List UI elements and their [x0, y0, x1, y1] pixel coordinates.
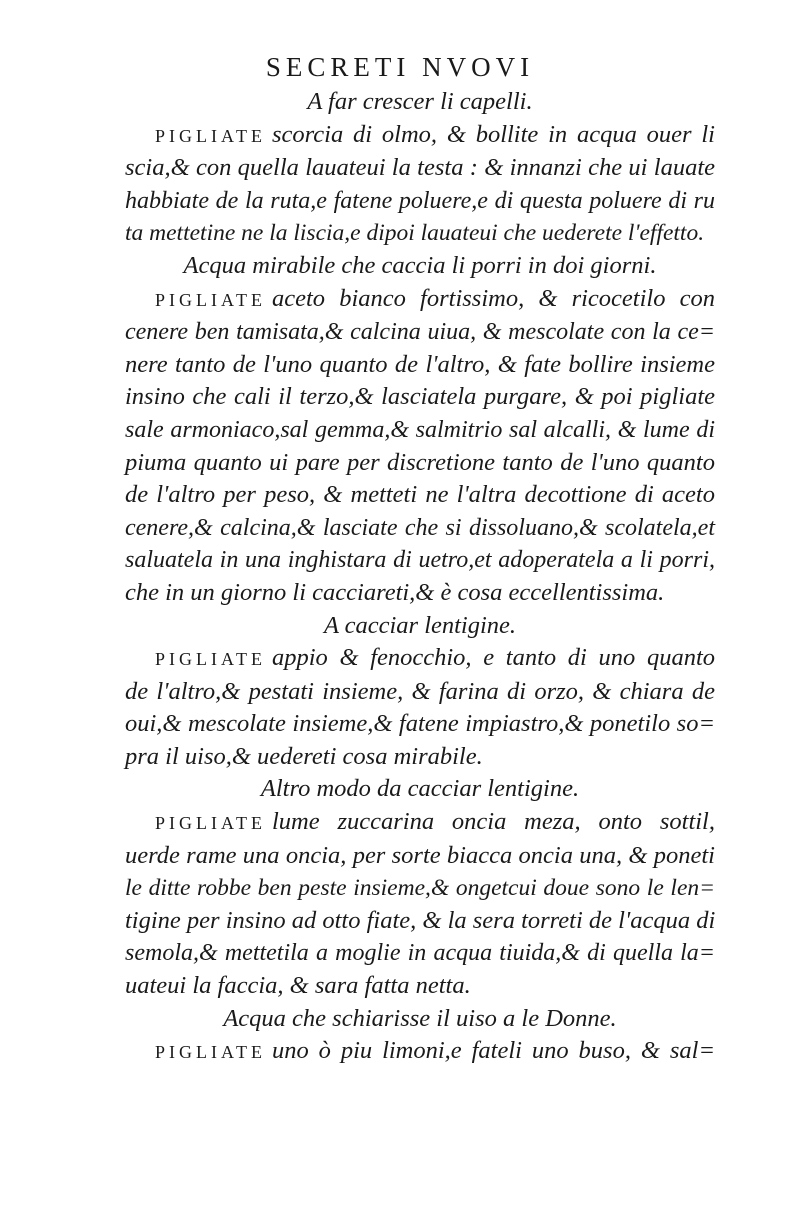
line-text: uno ò piu limoni,e fateli uno buso, & sal=: [272, 1037, 715, 1065]
text-line: cenere,& calcina,& lasciate che si dissoluano,& scolatela,et: [125, 514, 715, 541]
text-line: scia,& con quella lauateui la testa : & innanzi che ui lauate: [125, 154, 715, 182]
text-line: saluatela in una inghistara di uetro,et adoperatela a li porri,: [125, 547, 715, 574]
text-line: [125, 1035, 715, 1069]
section-heading: A far crescer li capelli.: [307, 88, 533, 115]
text-line: che in un giorno li cacciareti,& è cosa eccellentissima.: [125, 578, 665, 606]
text-line: habbiate de la ruta,e fatene poluere,e di questa poluere di ru: [125, 187, 715, 214]
section-heading: Acqua mirabile che caccia li porri in doi giorni.: [183, 251, 657, 279]
lead-word: PIGLIATE: [155, 813, 266, 834]
lead-word: PIGLIATE: [155, 1042, 266, 1063]
line-text: lume zuccarina oncia meza, onto sottil,: [272, 808, 715, 836]
section-heading: A cacciar lentigine.: [323, 611, 517, 639]
text-block: [125, 86, 715, 1069]
text-line: nere tanto de l'uno quanto de l'altro, & fate bollire insieme: [125, 350, 715, 378]
text-line: [125, 806, 715, 840]
text-line: piuma quanto ui pare per discretione tanto de l'uno quanto: [125, 448, 715, 476]
text-line: uerde rame una oncia, per sorte biacca oncia una, & poneti: [125, 841, 715, 869]
text-line: oui,& mescolate insieme,& fatene impiastro,& ponetilo so=: [125, 710, 715, 738]
text-line: sale armoniaco,sal gemma,& salmitrio sal alcalli, & lume di: [125, 416, 715, 443]
lead-word: PIGLIATE: [155, 289, 266, 310]
running-head: SECRETI NVOVI: [265, 52, 535, 82]
lead-word: PIGLIATE: [155, 649, 266, 670]
line-text: scorcia di olmo, & bollite in acqua ouer li: [272, 120, 715, 148]
text-line: uateui la faccia, & sara fatta netta.: [125, 972, 471, 1000]
text-line: le ditte robbe ben peste insieme,& ongetcui doue sono le len=: [125, 875, 715, 902]
section-heading: Acqua che schiarisse il uiso a le Donne.: [223, 1004, 617, 1032]
text-line: cenere ben tamisata,& calcina uiua, & mescolate con la ce=: [125, 319, 715, 346]
text-line: de l'altro,& pestati insieme, & farina di orzo, & chiara de: [125, 677, 715, 705]
text-line: ta mettetine ne la liscia,e dipoi lauateui che uederete l'effetto.: [125, 220, 705, 247]
section-heading: Altro modo da cacciar lentigine.: [260, 775, 580, 803]
lead-word: PIGLIATE: [155, 125, 266, 146]
text-line: insino che cali il terzo,& lasciatela purgare, & poi pigliate: [125, 383, 715, 411]
line-text: appio & fenocchio, e tanto di uno quanto: [272, 644, 715, 672]
text-line: de l'altro per peso, & metteti ne l'altra decottione di aceto: [125, 481, 715, 509]
text-line: [125, 119, 715, 153]
text-line: semola,& mettetila a moglie in acqua tiuida,& di quella la=: [125, 940, 715, 967]
line-text: aceto bianco fortissimo, & ricocetilo con: [272, 284, 715, 312]
text-line: [125, 283, 715, 317]
text-line: [125, 642, 715, 676]
text-line: tigine per insino ad otto fiate, & la sera torreti de l'acqua di: [125, 906, 716, 934]
text-line: pra il uiso,& uedereti cosa mirabile.: [125, 742, 483, 770]
